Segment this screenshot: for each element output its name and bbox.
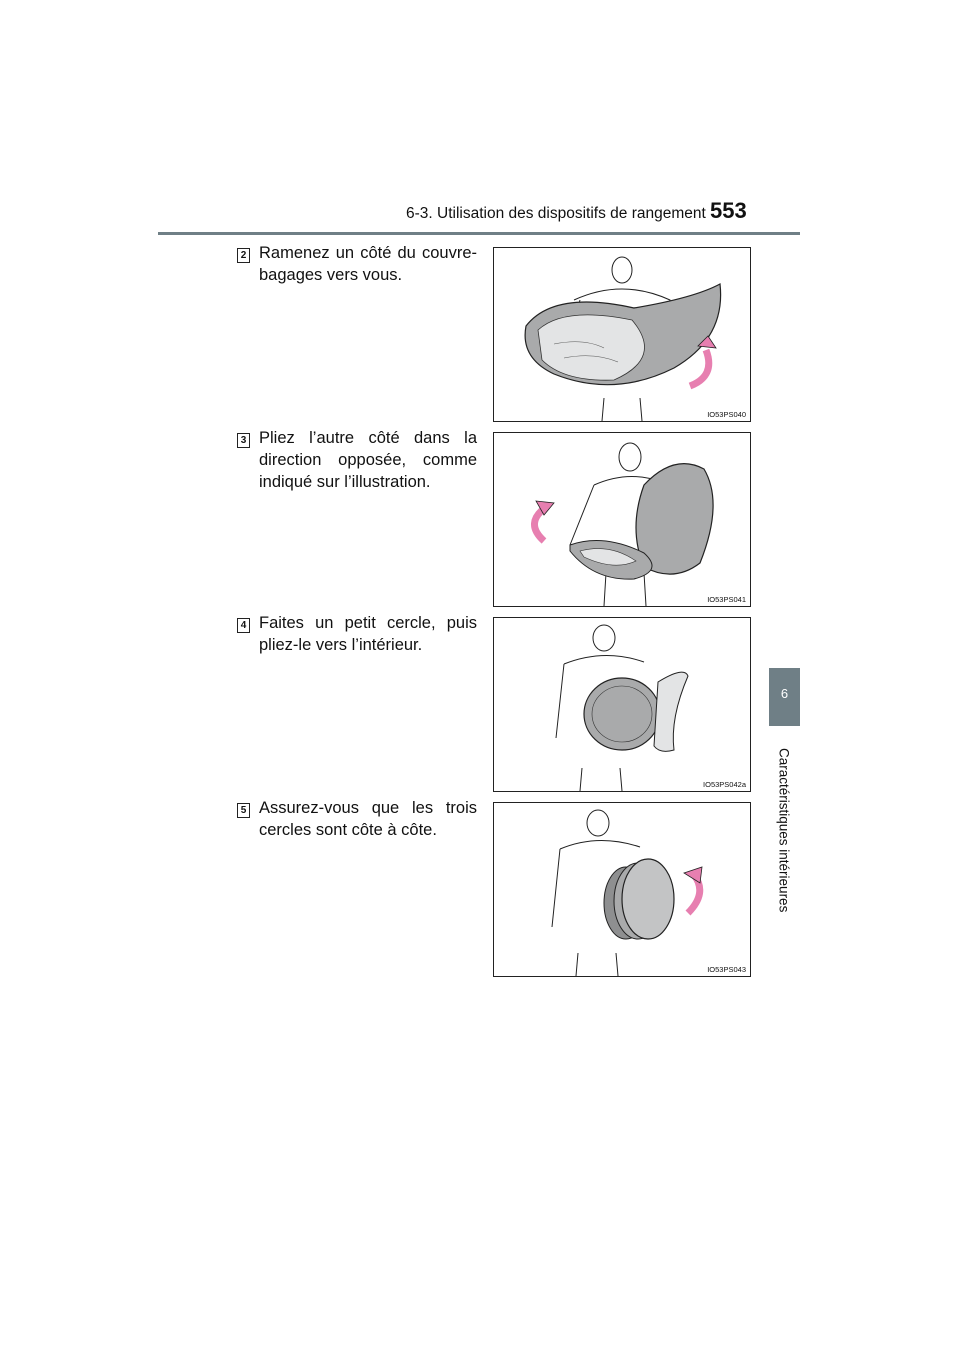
step-text: Assurez-vous que les trois cercles sont côte à côte. (259, 799, 477, 839)
figure-code: IO53PS041 (707, 595, 746, 604)
step-number-box: 3 (237, 433, 250, 448)
figure-code: IO53PS040 (707, 410, 746, 419)
step-number-box: 5 (237, 803, 250, 818)
header-divider (158, 232, 800, 235)
step-number-box: 4 (237, 618, 250, 633)
chapter-title: Caractéristiques intérieures (776, 748, 792, 913)
figure-code: IO53PS043 (707, 965, 746, 974)
page-number: 553 (710, 198, 747, 223)
illustration-fold-step-4 (493, 617, 751, 792)
figure-code: IO53PS042a (703, 780, 746, 789)
step-text: Ramenez un côté du couvre-bagages vers vous. (259, 244, 477, 284)
section-title: 6-3. Utilisation des dispositifs de rangement (406, 205, 706, 222)
illustration-fold-step-2 (493, 247, 751, 422)
chapter-tab (769, 668, 800, 726)
step-text: Pliez l’autre côté dans la direction opposée, comme indiqué sur l’illustration. (259, 429, 477, 491)
illustration-fold-step-5 (493, 802, 751, 977)
chapter-number: 6 (780, 686, 789, 701)
chapter-title-vertical (752, 748, 816, 928)
illustration-fold-step-3 (493, 432, 751, 607)
step-number-box: 2 (237, 248, 250, 263)
step-text: Faites un petit cercle, puis pliez-le vers l’intérieur. (259, 614, 477, 654)
